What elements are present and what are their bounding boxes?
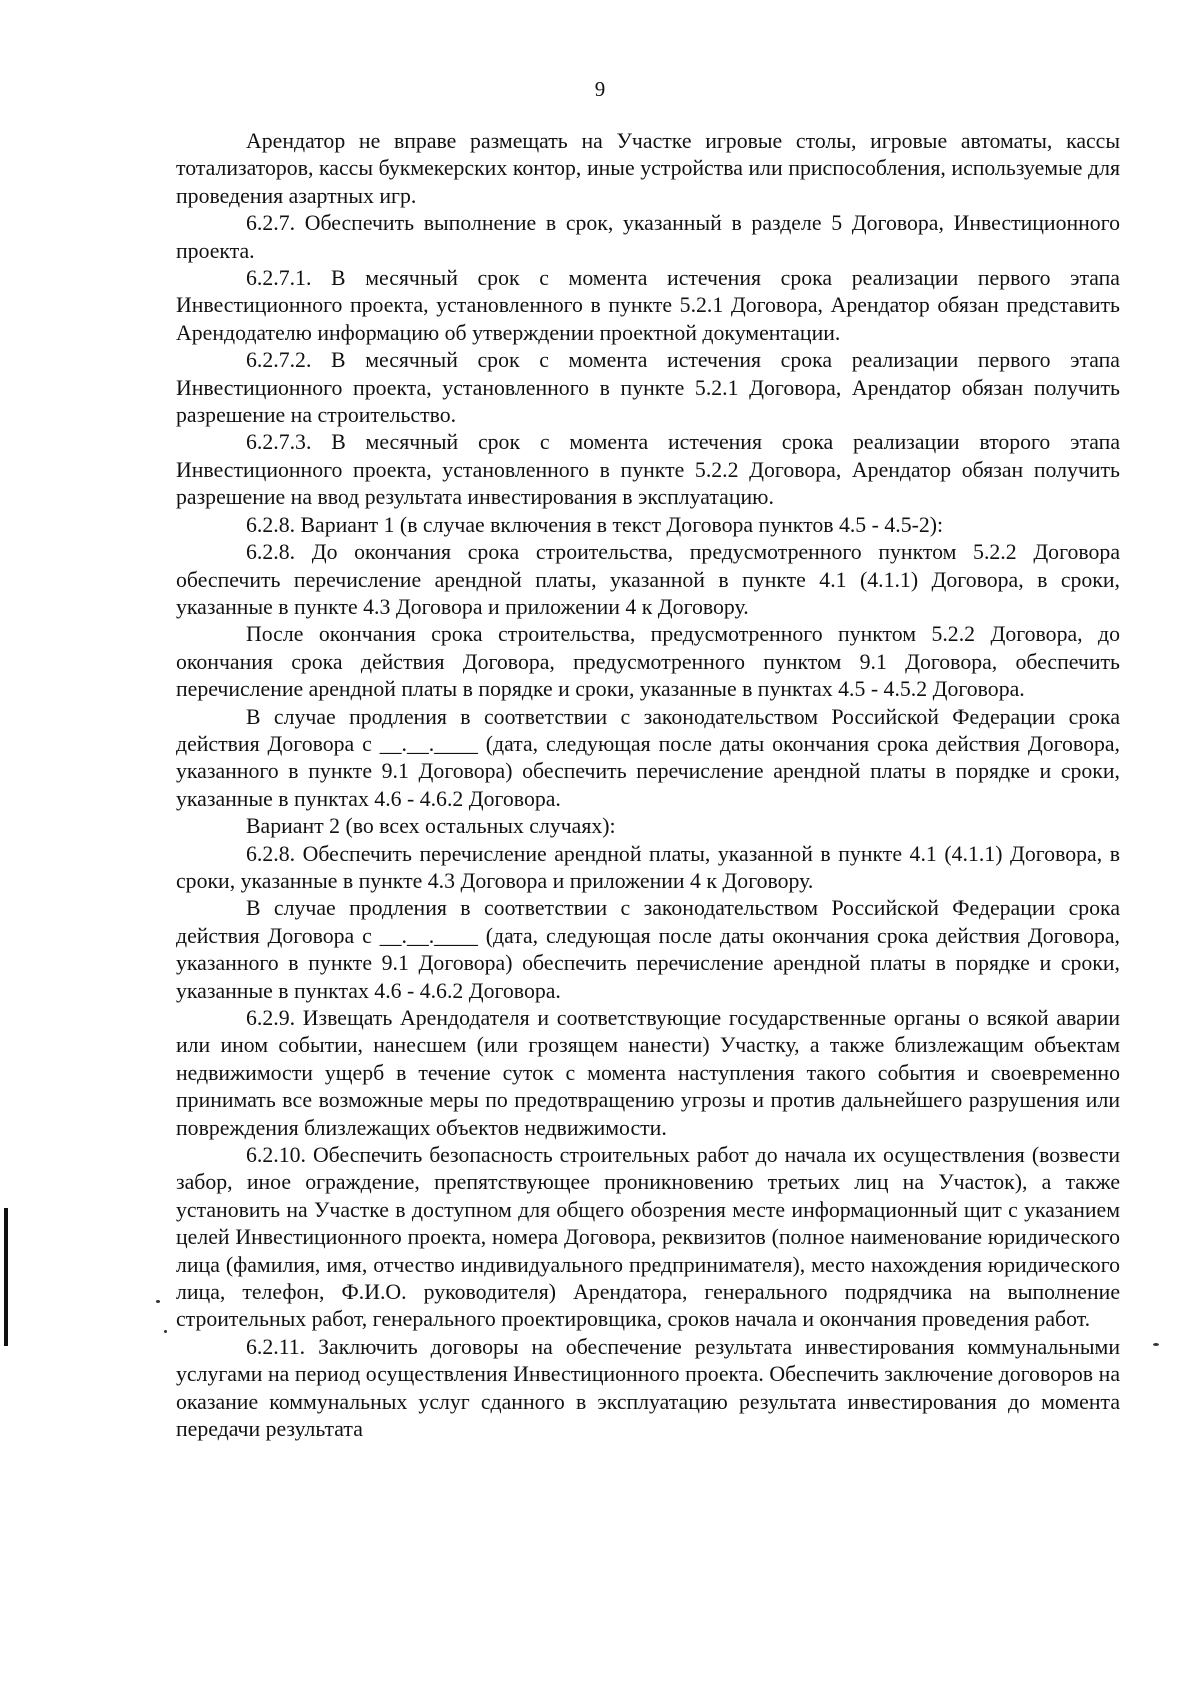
page-number: 9 <box>594 77 606 101</box>
paragraph-6-2-8-v1-clause: 6.2.8. До окончания срока строительства, предусмотренного пунктом 5.2.2 Договора обеспечить перечисление арендной платы, указанной в пункте 4.1 (4.1.1) Договора, в сроки, указанные в пункте 4.3 Договора и приложении 4 к Договору. <box>176 540 1120 619</box>
paragraph-6-2-7-2: 6.2.7.2. В месячный срок с момента истечения срока реализации первого этапа Инвестиционного проекта, установленного в пункте 5.2.1 Договора, Арендатор обязан получить разрешение на строительство. <box>176 348 1120 428</box>
scan-speck <box>1153 1343 1159 1346</box>
paragraph-6-2-10: 6.2.10. Обеспечить безопасность строительных работ до начала их осуществления (возвести забор, иное ограждение, препятствующее проникновению третьих лиц на Участок), а также установить на Участке в доступном для общего обозрения месте информационный щит с указанием целей Инвестиционного проекта, номера Договора, реквизитов (полное наименование юридического лица (фамилия, имя, отчество индивидуального предпринимателя), место нахождения юридического лица, телефон, Ф.И.О. руководителя) Арендатора, генерального подрядчика на выполнение строительных работ, генерального проектировщика, сроков начала и окончания проведения работ. <box>176 1143 1120 1332</box>
scan-speck <box>164 1330 167 1333</box>
paragraph-after-construction: После окончания срока строительства, предусмотренного пунктом 5.2.2 Договора, до окончания срока действия Договора, предусмотренного пунктом 9.1 Договора, обеспечить перечисление арендной платы в порядке и сроки, указанные в пунктах 4.5 - 4.5.2 Договора. <box>176 622 1120 702</box>
paragraph-extension-v1: В случае продления в соответствии с законодательством Российской Федерации срока действия Договора с __.__.____ (дата, следующая после даты окончания срока действия Договора, указанного в пункте 9.1 Договора) обеспечить перечисление арендной платы в порядке и сроки, указанные в пунктах 4.6 - 4.6.2 Договора. <box>176 704 1120 811</box>
paragraph-extension-v2: В случае продления в соответствии с законодательством Российской Федерации срока действия Договора с __.__.____ (дата, следующая после даты окончания срока действия Договора, указанного в пункте 9.1 Договора) обеспечить перечисление арендной платы в порядке и сроки, указанные в пунктах 4.6 - 4.6.2 Договора. <box>176 896 1120 1003</box>
paragraph-variant-2: Вариант 2 (во всех остальных случаях): <box>246 814 616 839</box>
scan-speck <box>156 1300 160 1303</box>
paragraph-6-2-7: 6.2.7. Обеспечить выполнение в срок, указанный в разделе 5 Договора, Инвестиционного проекта. <box>176 211 1120 263</box>
paragraph-6-2-7-3: 6.2.7.3. В месячный срок с момента истечения срока реализации второго этапа Инвестиционного проекта, установленного в пункте 5.2.2 Договора, Арендатор обязан получить разрешение на ввод результата инвестирования в эксплуатацию. <box>176 430 1120 510</box>
paragraph-6-2-7-1: 6.2.7.1. В месячный срок с момента истечения срока реализации первого этапа Инвестиционного проекта, установленного в пункте 5.2.1 Договора, Арендатор обязан представить Арендодателю информацию об утверждении проектной документации. <box>176 266 1120 345</box>
document-body <box>176 128 1120 1444</box>
paragraph-gambling-restriction: Арендатор не вправе размещать на Участке игровые столы, игровые автоматы, кассы тотализаторов, кассы букмекерских контор, иные устройства или приспособления, используемые для проведения азартных игр. <box>176 129 1120 208</box>
paragraph-6-2-11: 6.2.11. Заключить договоры на обеспечение результата инвестирования коммунальными услугами на период осуществления Инвестиционного проекта. Обеспечить заключение договоров на оказание коммунальных услуг сданного в эксплуатацию результата инвестирования до момента передачи результата <box>176 1334 1120 1442</box>
paragraph-6-2-9: 6.2.9. Извещать Арендодателя и соответствующие государственные органы о всякой аварии или ином событии, нанесшем (или грозящем нанести) Участку, а также близлежащим объектам недвижимости ущерб в течение суток с момента наступления такого события и своевременно принимать все возможные меры по предотвращению угрозы и против дальнейшего разрушения или повреждения близлежащих объектов недвижимости. <box>176 1006 1120 1140</box>
paragraph-6-2-8-variant-1: 6.2.8. Вариант 1 (в случае включения в текст Договора пунктов 4.5 - 4.5-2): <box>246 512 944 537</box>
paragraph-6-2-8-v2-clause: 6.2.8. Обеспечить перечисление арендной платы, указанной в пункте 4.1 (4.1.1) Договора, в сроки, указанные в пункте 4.3 Договора и приложении 4 к Договору. <box>176 841 1120 893</box>
scan-margin-bar <box>4 1208 8 1346</box>
